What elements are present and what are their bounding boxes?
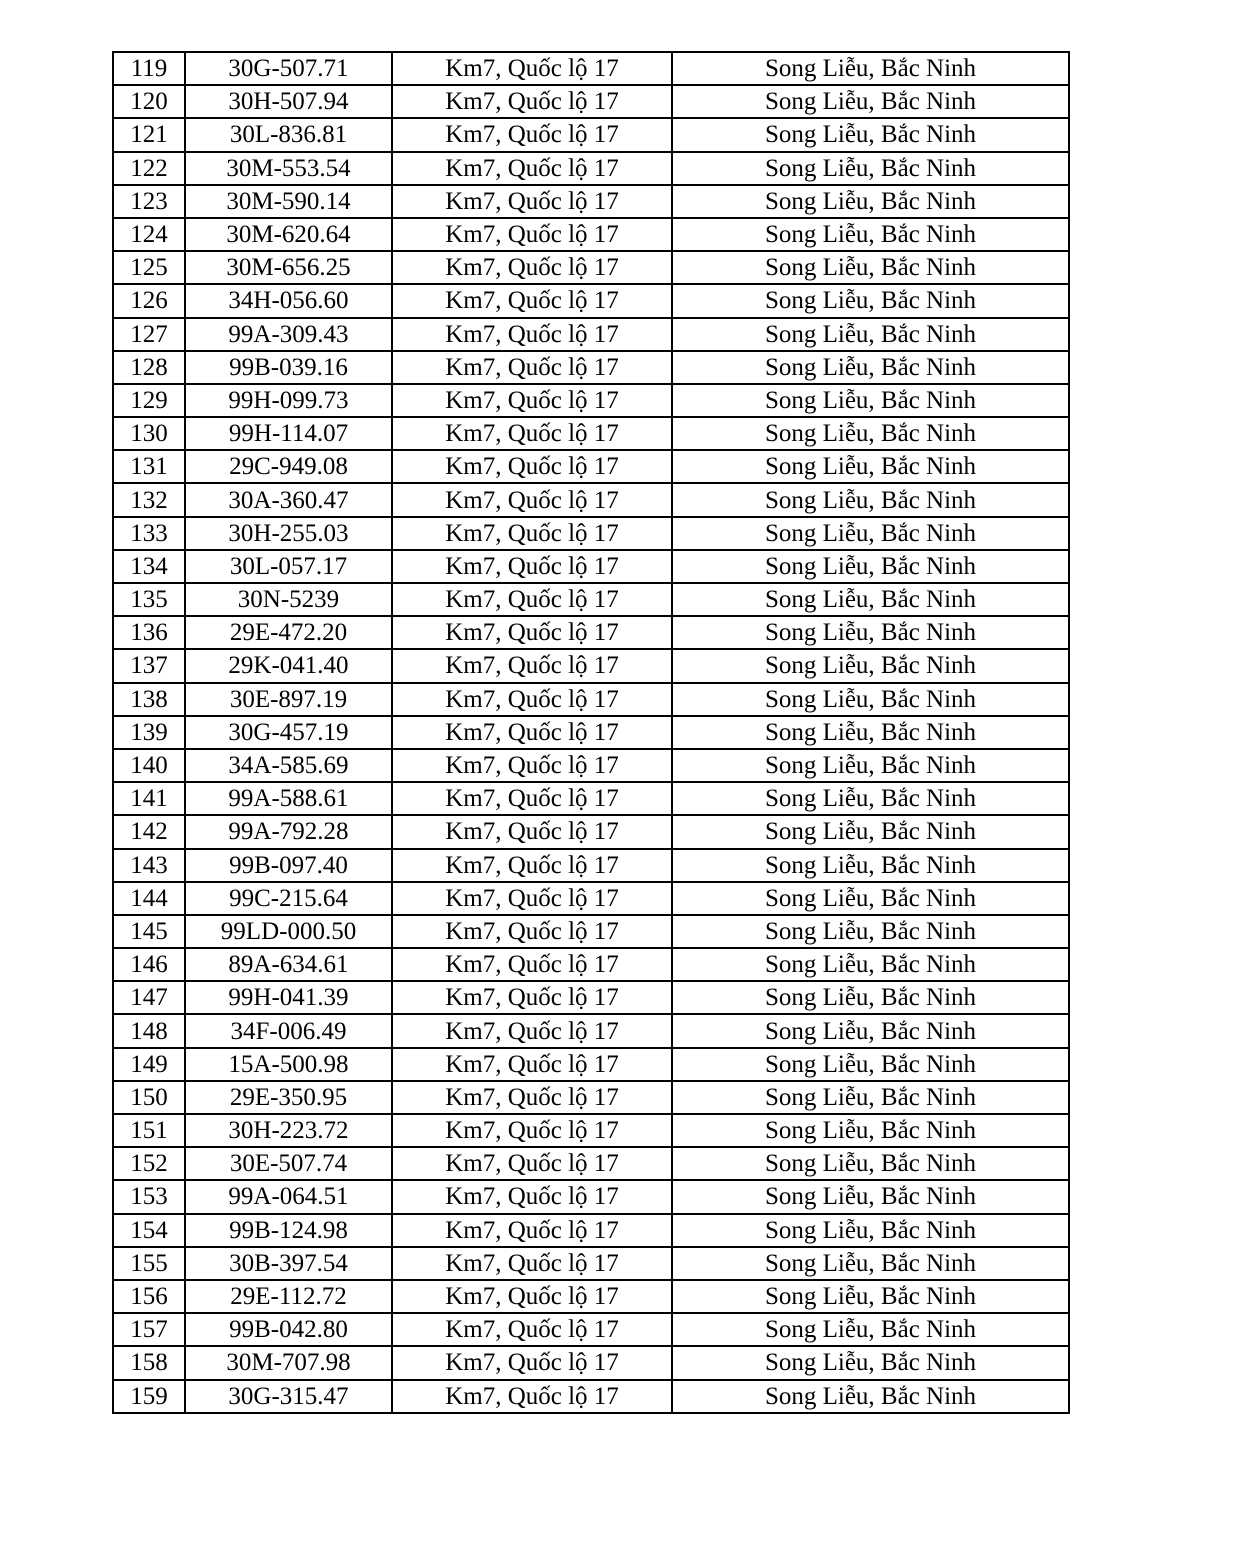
row-number-cell: 125 (113, 251, 185, 284)
table-row (113, 815, 1069, 848)
violation-area-cell: Song Liễu, Bắc Ninh (672, 1247, 1069, 1280)
violation-area-cell: Song Liễu, Bắc Ninh (672, 815, 1069, 848)
violation-area-cell: Song Liễu, Bắc Ninh (672, 749, 1069, 782)
table-row (113, 716, 1069, 749)
violation-area-cell: Song Liễu, Bắc Ninh (672, 1180, 1069, 1213)
table-row (113, 616, 1069, 649)
violation-area-cell: Song Liễu, Bắc Ninh (672, 1081, 1069, 1114)
violation-area-cell: Song Liễu, Bắc Ninh (672, 616, 1069, 649)
row-number-cell: 151 (113, 1114, 185, 1147)
license-plate-cell: 89A-634.61 (185, 948, 392, 981)
license-plate-cell: 29K-041.40 (185, 649, 392, 682)
violation-area-cell: Song Liễu, Bắc Ninh (672, 517, 1069, 550)
license-plate-cell: 29E-112.72 (185, 1280, 392, 1313)
license-plate-cell: 30M-590.14 (185, 185, 392, 218)
violation-location-cell: Km7, Quốc lộ 17 (392, 152, 672, 185)
license-plate-cell: 99H-114.07 (185, 417, 392, 450)
table-row (113, 948, 1069, 981)
license-plate-cell: 34A-585.69 (185, 749, 392, 782)
table-row (113, 1313, 1069, 1346)
violation-area-cell: Song Liễu, Bắc Ninh (672, 52, 1069, 85)
violation-area-cell: Song Liễu, Bắc Ninh (672, 1048, 1069, 1081)
violation-location-cell: Km7, Quốc lộ 17 (392, 882, 672, 915)
violation-area-cell: Song Liễu, Bắc Ninh (672, 185, 1069, 218)
table-row (113, 782, 1069, 815)
row-number-cell: 136 (113, 616, 185, 649)
violation-location-cell: Km7, Quốc lộ 17 (392, 1048, 672, 1081)
row-number-cell: 128 (113, 351, 185, 384)
table-row (113, 1081, 1069, 1114)
violation-location-cell: Km7, Quốc lộ 17 (392, 616, 672, 649)
violation-location-cell: Km7, Quốc lộ 17 (392, 683, 672, 716)
license-plate-cell: 30M-707.98 (185, 1346, 392, 1379)
violation-location-cell: Km7, Quốc lộ 17 (392, 1247, 672, 1280)
violation-location-cell: Km7, Quốc lộ 17 (392, 849, 672, 882)
row-number-cell: 147 (113, 981, 185, 1014)
row-number-cell: 146 (113, 948, 185, 981)
violation-location-cell: Km7, Quốc lộ 17 (392, 417, 672, 450)
violation-area-cell: Song Liễu, Bắc Ninh (672, 1147, 1069, 1180)
license-plate-cell: 30H-255.03 (185, 517, 392, 550)
violation-area-cell: Song Liễu, Bắc Ninh (672, 649, 1069, 682)
row-number-cell: 137 (113, 649, 185, 682)
table-row (113, 583, 1069, 616)
license-plate-cell: 99A-309.43 (185, 318, 392, 351)
violation-location-cell: Km7, Quốc lộ 17 (392, 1280, 672, 1313)
row-number-cell: 158 (113, 1346, 185, 1379)
row-number-cell: 131 (113, 450, 185, 483)
table-row (113, 1014, 1069, 1047)
violation-location-cell: Km7, Quốc lộ 17 (392, 915, 672, 948)
violation-area-cell: Song Liễu, Bắc Ninh (672, 1346, 1069, 1379)
violation-location-cell: Km7, Quốc lộ 17 (392, 550, 672, 583)
row-number-cell: 149 (113, 1048, 185, 1081)
license-plate-cell: 30G-315.47 (185, 1380, 392, 1413)
violation-area-cell: Song Liễu, Bắc Ninh (672, 417, 1069, 450)
row-number-cell: 153 (113, 1180, 185, 1213)
table-row (113, 882, 1069, 915)
violation-location-cell: Km7, Quốc lộ 17 (392, 118, 672, 151)
violation-location-cell: Km7, Quốc lộ 17 (392, 185, 672, 218)
violation-location-cell: Km7, Quốc lộ 17 (392, 749, 672, 782)
license-plate-cell: 30G-507.71 (185, 52, 392, 85)
violation-area-cell: Song Liễu, Bắc Ninh (672, 152, 1069, 185)
violation-area-cell: Song Liễu, Bắc Ninh (672, 849, 1069, 882)
violation-location-cell: Km7, Quốc lộ 17 (392, 1114, 672, 1147)
violation-area-cell: Song Liễu, Bắc Ninh (672, 882, 1069, 915)
violation-location-cell: Km7, Quốc lộ 17 (392, 1346, 672, 1379)
table-row (113, 1147, 1069, 1180)
table-row (113, 981, 1069, 1014)
table-row (113, 185, 1069, 218)
row-number-cell: 142 (113, 815, 185, 848)
table-row (113, 849, 1069, 882)
row-number-cell: 127 (113, 318, 185, 351)
row-number-cell: 143 (113, 849, 185, 882)
table-row (113, 683, 1069, 716)
violation-location-cell: Km7, Quốc lộ 17 (392, 384, 672, 417)
license-plate-cell: 99A-064.51 (185, 1180, 392, 1213)
violation-area-cell: Song Liễu, Bắc Ninh (672, 1214, 1069, 1247)
violation-location-cell: Km7, Quốc lộ 17 (392, 251, 672, 284)
license-plate-cell: 30E-897.19 (185, 683, 392, 716)
table-row (113, 1114, 1069, 1147)
license-plate-cell: 15A-500.98 (185, 1048, 392, 1081)
row-number-cell: 150 (113, 1081, 185, 1114)
violation-area-cell: Song Liễu, Bắc Ninh (672, 583, 1069, 616)
license-plate-cell: 99B-097.40 (185, 849, 392, 882)
row-number-cell: 121 (113, 118, 185, 151)
violation-area-cell: Song Liễu, Bắc Ninh (672, 85, 1069, 118)
violation-location-cell: Km7, Quốc lộ 17 (392, 948, 672, 981)
violation-area-cell: Song Liễu, Bắc Ninh (672, 218, 1069, 251)
violation-location-cell: Km7, Quốc lộ 17 (392, 1180, 672, 1213)
violation-area-cell: Song Liễu, Bắc Ninh (672, 550, 1069, 583)
violation-location-cell: Km7, Quốc lộ 17 (392, 517, 672, 550)
row-number-cell: 138 (113, 683, 185, 716)
violation-location-cell: Km7, Quốc lộ 17 (392, 52, 672, 85)
license-plate-cell: 99LD-000.50 (185, 915, 392, 948)
license-plate-cell: 30N-5239 (185, 583, 392, 616)
violation-location-cell: Km7, Quốc lộ 17 (392, 284, 672, 317)
row-number-cell: 154 (113, 1214, 185, 1247)
row-number-cell: 130 (113, 417, 185, 450)
table-row (113, 1280, 1069, 1313)
row-number-cell: 123 (113, 185, 185, 218)
violation-table-body (113, 52, 1069, 1413)
violation-location-cell: Km7, Quốc lộ 17 (392, 483, 672, 516)
violation-area-cell: Song Liễu, Bắc Ninh (672, 1313, 1069, 1346)
table-row (113, 251, 1069, 284)
table-row (113, 417, 1069, 450)
license-plate-cell: 99C-215.64 (185, 882, 392, 915)
violation-location-cell: Km7, Quốc lộ 17 (392, 716, 672, 749)
table-row (113, 1247, 1069, 1280)
row-number-cell: 129 (113, 384, 185, 417)
table-row (113, 284, 1069, 317)
table-row (113, 218, 1069, 251)
violation-area-cell: Song Liễu, Bắc Ninh (672, 284, 1069, 317)
license-plate-cell: 30M-620.64 (185, 218, 392, 251)
row-number-cell: 139 (113, 716, 185, 749)
row-number-cell: 152 (113, 1147, 185, 1180)
table-row (113, 1346, 1069, 1379)
violation-location-cell: Km7, Quốc lộ 17 (392, 815, 672, 848)
table-row (113, 1180, 1069, 1213)
row-number-cell: 134 (113, 550, 185, 583)
row-number-cell: 155 (113, 1247, 185, 1280)
violation-location-cell: Km7, Quốc lộ 17 (392, 351, 672, 384)
row-number-cell: 132 (113, 483, 185, 516)
license-plate-cell: 30H-223.72 (185, 1114, 392, 1147)
license-plate-cell: 30L-836.81 (185, 118, 392, 151)
license-plate-cell: 99A-588.61 (185, 782, 392, 815)
violation-table (112, 51, 1070, 1414)
violation-area-cell: Song Liễu, Bắc Ninh (672, 450, 1069, 483)
violation-location-cell: Km7, Quốc lộ 17 (392, 450, 672, 483)
violation-location-cell: Km7, Quốc lộ 17 (392, 218, 672, 251)
table-row (113, 1380, 1069, 1413)
license-plate-cell: 99A-792.28 (185, 815, 392, 848)
violation-area-cell: Song Liễu, Bắc Ninh (672, 1114, 1069, 1147)
table-row (113, 915, 1069, 948)
violation-location-cell: Km7, Quốc lộ 17 (392, 583, 672, 616)
violation-location-cell: Km7, Quốc lộ 17 (392, 649, 672, 682)
violation-area-cell: Song Liễu, Bắc Ninh (672, 782, 1069, 815)
violation-area-cell: Song Liễu, Bắc Ninh (672, 251, 1069, 284)
license-plate-cell: 34H-056.60 (185, 284, 392, 317)
violation-area-cell: Song Liễu, Bắc Ninh (672, 318, 1069, 351)
violation-area-cell: Song Liễu, Bắc Ninh (672, 1280, 1069, 1313)
violation-area-cell: Song Liễu, Bắc Ninh (672, 683, 1069, 716)
license-plate-cell: 99B-042.80 (185, 1313, 392, 1346)
license-plate-cell: 30E-507.74 (185, 1147, 392, 1180)
row-number-cell: 126 (113, 284, 185, 317)
table-row (113, 749, 1069, 782)
license-plate-cell: 30M-553.54 (185, 152, 392, 185)
license-plate-cell: 29C-949.08 (185, 450, 392, 483)
table-row (113, 152, 1069, 185)
violation-area-cell: Song Liễu, Bắc Ninh (672, 118, 1069, 151)
license-plate-cell: 99H-099.73 (185, 384, 392, 417)
table-row (113, 1214, 1069, 1247)
license-plate-cell: 29E-350.95 (185, 1081, 392, 1114)
table-row (113, 1048, 1069, 1081)
row-number-cell: 135 (113, 583, 185, 616)
license-plate-cell: 29E-472.20 (185, 616, 392, 649)
row-number-cell: 120 (113, 85, 185, 118)
table-row (113, 649, 1069, 682)
violation-location-cell: Km7, Quốc lộ 17 (392, 782, 672, 815)
violation-location-cell: Km7, Quốc lộ 17 (392, 85, 672, 118)
violation-area-cell: Song Liễu, Bắc Ninh (672, 384, 1069, 417)
violation-location-cell: Km7, Quốc lộ 17 (392, 1380, 672, 1413)
violation-area-cell: Song Liễu, Bắc Ninh (672, 483, 1069, 516)
license-plate-cell: 99H-041.39 (185, 981, 392, 1014)
license-plate-cell: 30M-656.25 (185, 251, 392, 284)
table-row (113, 483, 1069, 516)
license-plate-cell: 34F-006.49 (185, 1014, 392, 1047)
table-row (113, 517, 1069, 550)
violation-location-cell: Km7, Quốc lộ 17 (392, 1014, 672, 1047)
row-number-cell: 157 (113, 1313, 185, 1346)
table-row (113, 318, 1069, 351)
table-row (113, 351, 1069, 384)
row-number-cell: 141 (113, 782, 185, 815)
license-plate-cell: 99B-124.98 (185, 1214, 392, 1247)
row-number-cell: 144 (113, 882, 185, 915)
violation-location-cell: Km7, Quốc lộ 17 (392, 1313, 672, 1346)
row-number-cell: 148 (113, 1014, 185, 1047)
table-row (113, 384, 1069, 417)
table-row (113, 85, 1069, 118)
row-number-cell: 119 (113, 52, 185, 85)
table-row (113, 52, 1069, 85)
violation-area-cell: Song Liễu, Bắc Ninh (672, 981, 1069, 1014)
row-number-cell: 133 (113, 517, 185, 550)
license-plate-cell: 30L-057.17 (185, 550, 392, 583)
row-number-cell: 145 (113, 915, 185, 948)
violation-area-cell: Song Liễu, Bắc Ninh (672, 716, 1069, 749)
violation-area-cell: Song Liễu, Bắc Ninh (672, 351, 1069, 384)
violation-area-cell: Song Liễu, Bắc Ninh (672, 1014, 1069, 1047)
row-number-cell: 159 (113, 1380, 185, 1413)
violation-location-cell: Km7, Quốc lộ 17 (392, 318, 672, 351)
violation-location-cell: Km7, Quốc lộ 17 (392, 1214, 672, 1247)
row-number-cell: 124 (113, 218, 185, 251)
violation-area-cell: Song Liễu, Bắc Ninh (672, 1380, 1069, 1413)
license-plate-cell: 30B-397.54 (185, 1247, 392, 1280)
table-row (113, 118, 1069, 151)
license-plate-cell: 30G-457.19 (185, 716, 392, 749)
table-row (113, 450, 1069, 483)
row-number-cell: 122 (113, 152, 185, 185)
table-row (113, 550, 1069, 583)
violation-area-cell: Song Liễu, Bắc Ninh (672, 915, 1069, 948)
violation-area-cell: Song Liễu, Bắc Ninh (672, 948, 1069, 981)
row-number-cell: 140 (113, 749, 185, 782)
violation-location-cell: Km7, Quốc lộ 17 (392, 1081, 672, 1114)
license-plate-cell: 30H-507.94 (185, 85, 392, 118)
license-plate-cell: 30A-360.47 (185, 483, 392, 516)
violation-location-cell: Km7, Quốc lộ 17 (392, 981, 672, 1014)
row-number-cell: 156 (113, 1280, 185, 1313)
license-plate-cell: 99B-039.16 (185, 351, 392, 384)
violation-location-cell: Km7, Quốc lộ 17 (392, 1147, 672, 1180)
